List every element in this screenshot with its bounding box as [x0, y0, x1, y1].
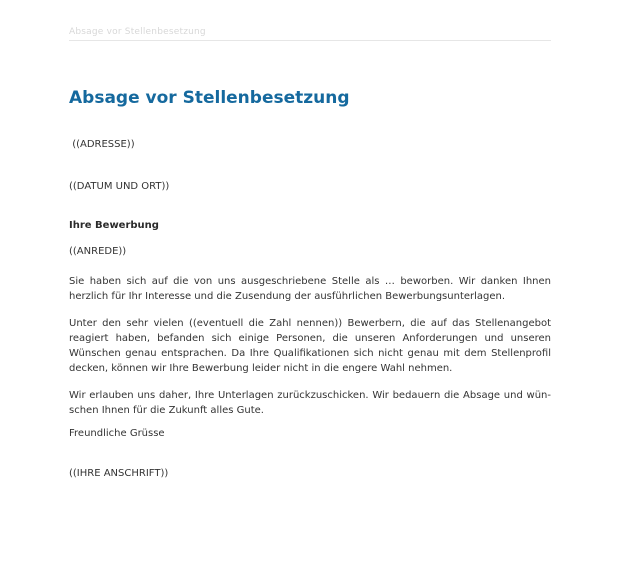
closing-line: Freundliche Grüsse [69, 428, 165, 439]
body-paragraph-3: Wir erlauben uns daher, Ihre Unterlagen zurückzuschicken. Wir bedauern die Absage und wünschen Ihnen für die Zukunft alles Gute. [69, 390, 551, 416]
address-placeholder: ((ADRESSE)) [69, 139, 135, 150]
body-paragraph-1: Sie haben sich auf die von uns ausgeschriebene Stelle als … beworben. Wir danken Ihnen herzlich für Ihr Interesse und die Zusendung der ausführlichen Bewerbungsunterlagen. [69, 276, 551, 302]
page-title: Absage vor Stellenbesetzung [69, 88, 350, 108]
body-paragraph-2: Unter den sehr vielen ((eventuell die Zahl nennen)) Bewerbern, die auf das Stellenangebot reagiert haben, befanden sich einige Personen, die unseren Anforderungen und unseren Wünschen genau entsprachen. Da Ihre Qualifikationen sich nicht genau mit dem Stellenprofil decken, können wir Ihre Bewerbung leider nicht in die engere Wahl nehmen. [69, 318, 551, 374]
subject-line: Ihre Bewerbung [69, 220, 159, 231]
signature-placeholder: ((IHRE ANSCHRIFT)) [69, 468, 169, 479]
running-header: Absage vor Stellenbesetzung [69, 27, 206, 37]
header-divider [69, 40, 551, 41]
salutation-placeholder: ((ANREDE)) [69, 246, 127, 257]
date-place-placeholder: ((DATUM UND ORT)) [69, 181, 170, 192]
